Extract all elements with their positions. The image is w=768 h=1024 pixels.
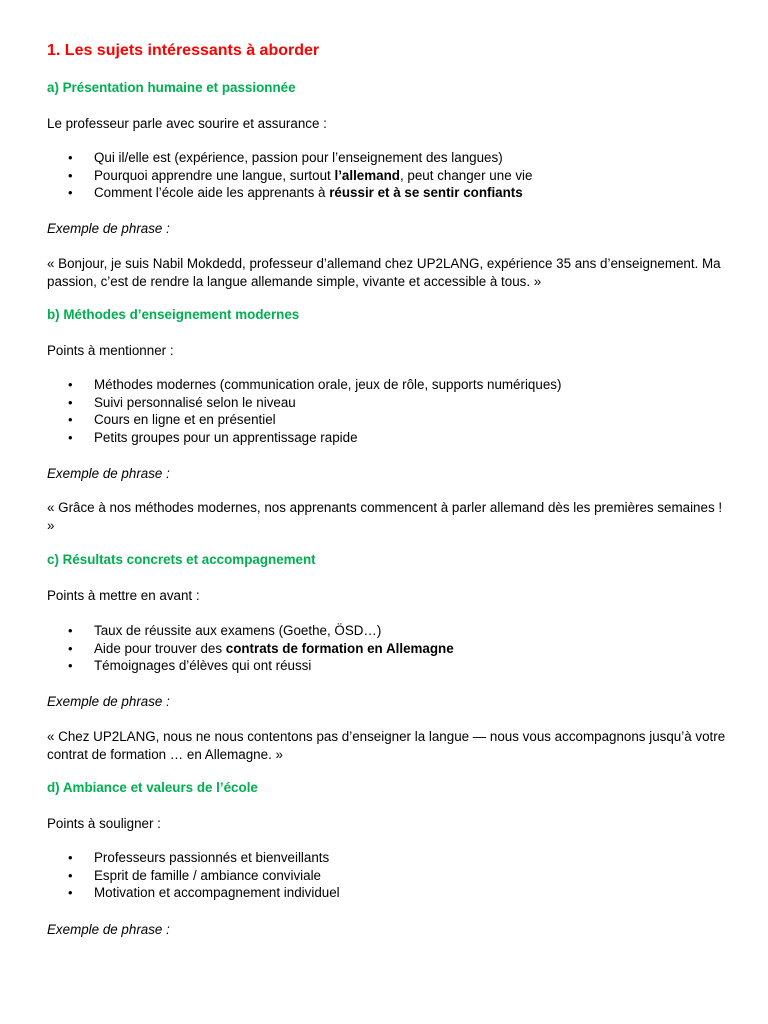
section-d-example-label: Exemple de phrase : xyxy=(47,922,170,937)
list-item: • Cours en ligne et en présentiel xyxy=(47,411,727,429)
section-b-bullet-list xyxy=(47,376,727,446)
list-item: • Aide pour trouver des contrats de formation en Allemagne xyxy=(47,640,727,658)
section-c-example-text: « Chez UP2LANG, nous ne nous contentons pas d’enseigner la langue — nous vous accompagnons jusqu’à votre contrat de formation … en Allemagne. » xyxy=(47,729,726,762)
section-b-intro: Points à mentionner : xyxy=(47,343,174,358)
list-item: • Petits groupes pour un apprentissage rapide xyxy=(47,429,727,447)
list-item: • Motivation et accompagnement individuel xyxy=(47,884,727,902)
list-item: • Esprit de famille / ambiance conviviale xyxy=(47,867,727,885)
section-d-intro: Points à souligner : xyxy=(47,816,161,831)
list-item: • Méthodes modernes (communication orale, jeux de rôle, supports numériques) xyxy=(47,376,727,394)
section-a-bullet-list xyxy=(47,149,727,202)
list-item: • Pourquoi apprendre une langue, surtout l’allemand, peut changer une vie xyxy=(47,167,727,185)
section-a-example-text: « Bonjour, je suis Nabil Mokdedd, professeur d’allemand chez UP2LANG, expérience 35 ans d’enseignement. Ma passion, c’est de rendre la langue allemande simple, vivante et accessible à tous. » xyxy=(47,256,721,289)
section-c-heading: c) Résultats concrets et accompagnement xyxy=(47,552,316,567)
section-c-example-label: Exemple de phrase : xyxy=(47,694,170,709)
list-item: • Taux de réussite aux examens (Goethe, ÖSD…) xyxy=(47,622,727,640)
list-item: • Qui il/elle est (expérience, passion pour l’enseignement des langues) xyxy=(47,149,727,167)
list-item: • Suivi personnalisé selon le niveau xyxy=(47,394,727,412)
section-d-heading: d) Ambiance et valeurs de l’école xyxy=(47,780,258,795)
section-b-example-text: « Grâce à nos méthodes modernes, nos apprenants commencent à parler allemand dès les premières semaines ! » xyxy=(47,500,723,533)
section-d-bullet-list xyxy=(47,849,727,902)
list-item: • Témoignages d’élèves qui ont réussi xyxy=(47,657,727,675)
section-c-intro: Points à mettre en avant : xyxy=(47,588,200,603)
section-b-example-label: Exemple de phrase : xyxy=(47,466,170,481)
main-heading: 1. Les sujets intéressants à aborder xyxy=(47,42,320,59)
section-a-example-label: Exemple de phrase : xyxy=(47,221,170,236)
section-c-bullet-list xyxy=(47,622,727,675)
section-b-heading: b) Méthodes d’enseignement modernes xyxy=(47,307,300,322)
list-item: • Professeurs passionnés et bienveillants xyxy=(47,849,727,867)
section-a-heading: a) Présentation humaine et passionnée xyxy=(47,80,296,95)
section-a-intro: Le professeur parle avec sourire et assurance : xyxy=(47,116,327,131)
list-item: • Comment l’école aide les apprenants à réussir et à se sentir confiants xyxy=(47,184,727,202)
